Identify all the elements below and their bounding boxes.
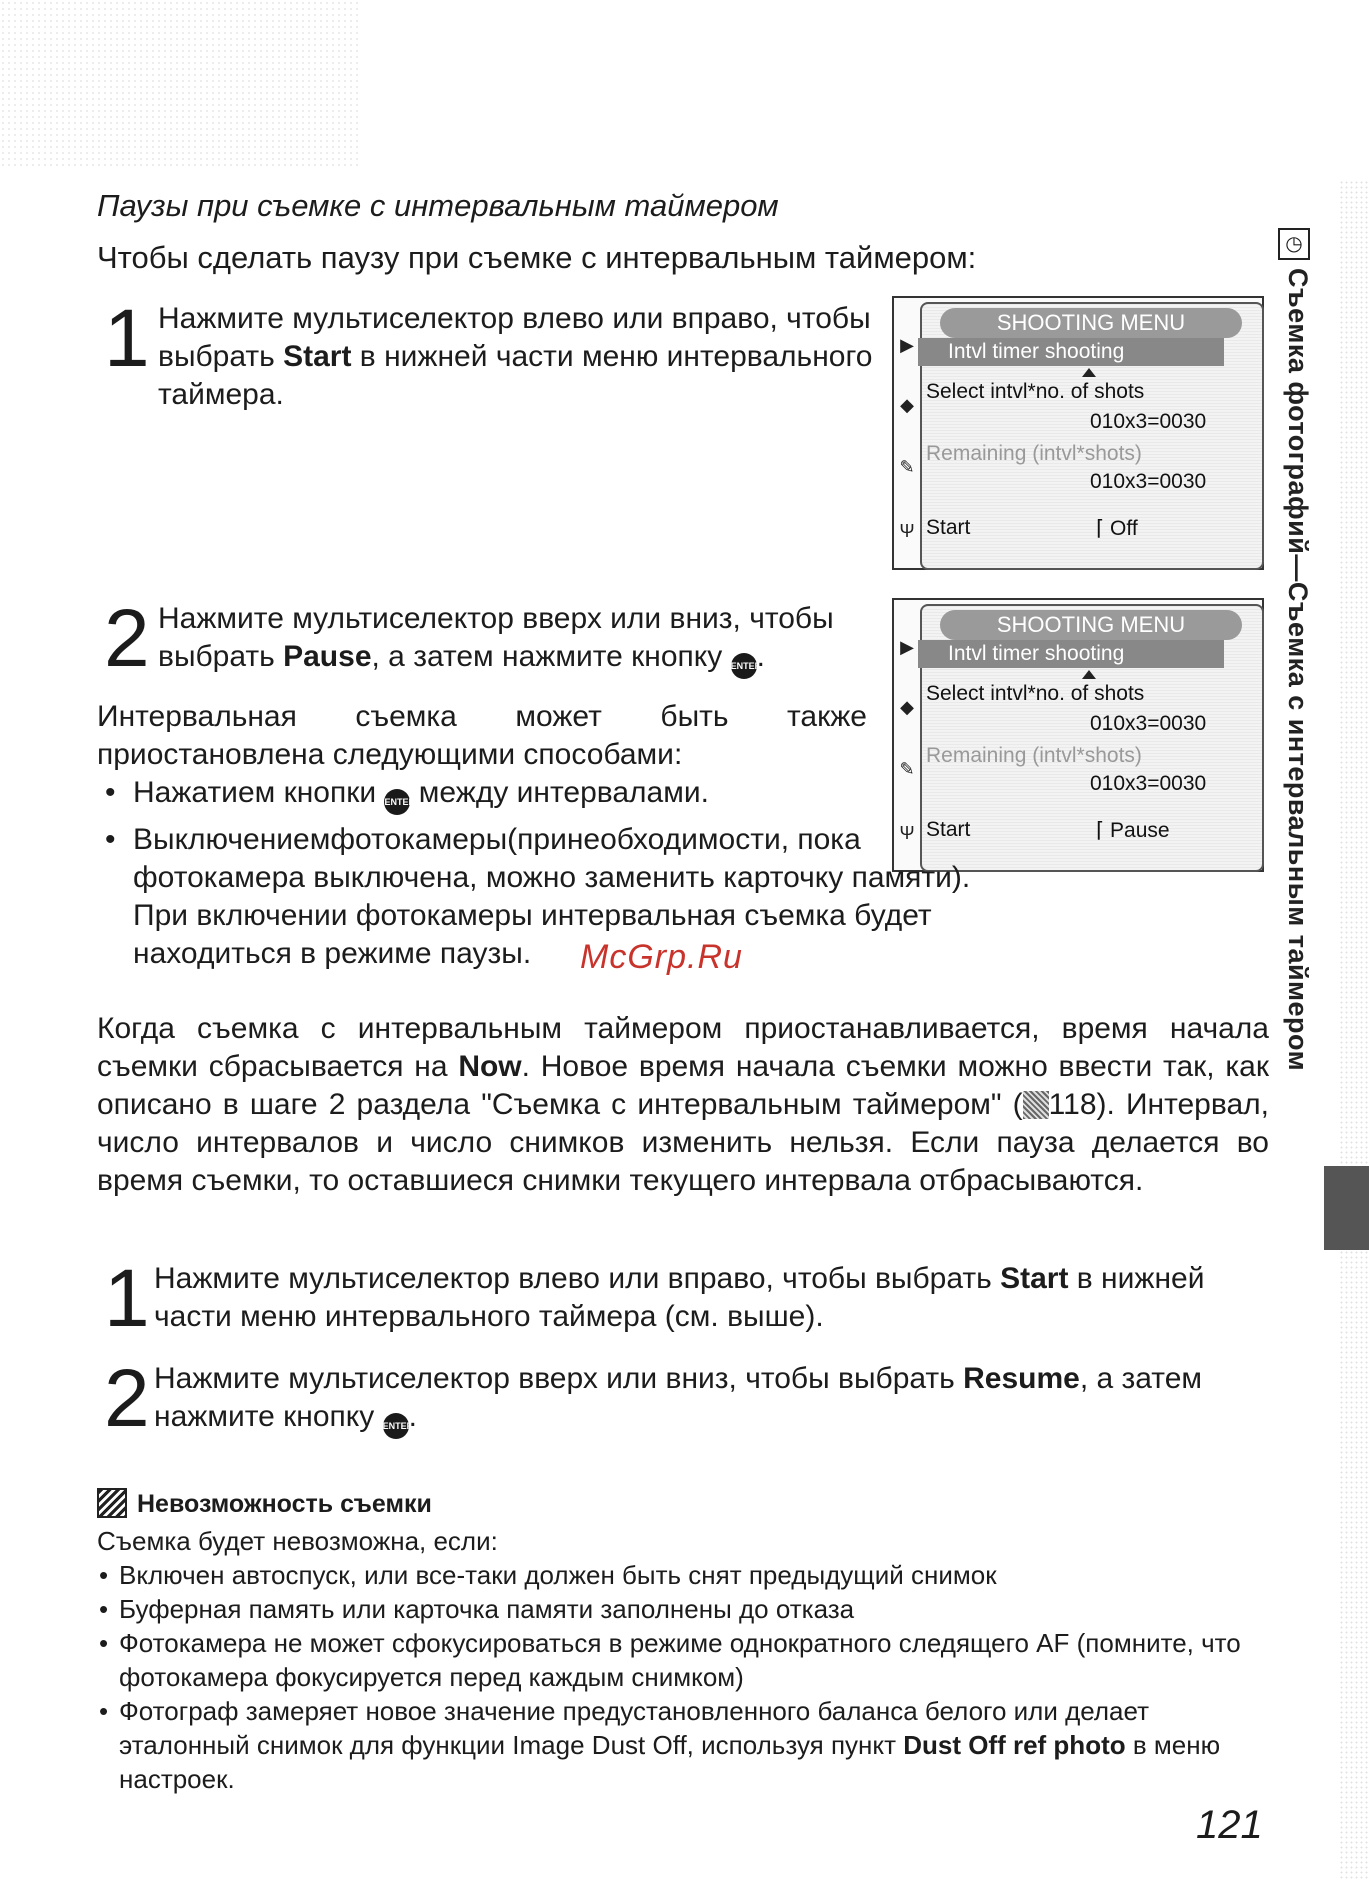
pencil-icon: ✎ (899, 457, 915, 477)
step-text-part: . (408, 1400, 417, 1433)
remaining-value: 010x3=0030 (1090, 772, 1207, 795)
menu-term: Start (1000, 1262, 1069, 1295)
chapter-side-tab: Съемка фотографий—Съемка с интервальным таймером (1283, 268, 1313, 1072)
playback-icon: ▶ (900, 335, 914, 355)
list-item: • Буферная память или карточка памяти заполнены до отказа (97, 1592, 1267, 1626)
enter-button-icon: ENTER (731, 653, 757, 679)
select-label: Select intvl*no. of shots (926, 682, 1145, 705)
shooting-mode-icon: ◷ (1278, 228, 1310, 260)
step-number: 2 (104, 1353, 150, 1444)
note-title (97, 1488, 432, 1519)
step-number: 1 (104, 1253, 150, 1344)
page-reference: 118 (1048, 1088, 1097, 1121)
menu-term: Dust Off ref photo (903, 1730, 1126, 1760)
camera-icon: ◆ (900, 697, 914, 717)
step-text (158, 600, 878, 679)
step-text (154, 1260, 1269, 1336)
start-label: Start (926, 818, 971, 841)
menu-header: SHOOTING MENU (940, 308, 1242, 338)
menu-subheader: Intvl timer shooting (918, 338, 1224, 366)
scan-noise (0, 0, 360, 170)
list-item-text: между интервалами. (410, 776, 709, 809)
step-text-part: Нажмите мультиселектор вверх или вниз, чтобы выбрать (158, 602, 834, 673)
up-arrow-icon (1082, 670, 1096, 679)
select-value: 010x3=0030 (1090, 712, 1207, 735)
start-value: ⌈ Off (1096, 517, 1138, 540)
step-text-part: Нажмите мультиселектор вверх или вниз, чтобы выбрать (154, 1362, 964, 1395)
page-number: 121 (1196, 1803, 1263, 1847)
select-value: 010x3=0030 (1090, 410, 1207, 433)
start-value-text: Off (1110, 517, 1138, 540)
start-label: Start (926, 516, 971, 539)
step-text-part: , а затем нажмите кнопку (154, 1362, 1203, 1433)
resume-paragraph (97, 1010, 1269, 1200)
wrench-icon: Ψ (899, 823, 915, 843)
list-item: • Включен автоспуск, или все-таки должен быть снят предыдущий снимок (97, 1558, 1267, 1592)
list-item-text: в меню настроек. (119, 1730, 1221, 1794)
watermark: McGrp.Ru (580, 938, 743, 976)
step-text (154, 1360, 1269, 1439)
menu-tabs (894, 298, 920, 568)
menu-term: Start (283, 340, 352, 373)
list-item: • Выключениемфотокамеры(принеобходимости, пока фотокамера выключена, можно заменить карточку памяти). При включении фотокамеры интервальная съемка будет находиться в режиме паузы. (97, 821, 1013, 973)
menu-term: Pause (283, 640, 372, 673)
step-text-part: , а затем нажмите кнопку (371, 640, 723, 673)
pencil-icon: ✎ (899, 759, 915, 779)
note-title-text: Невозможность съемки (137, 1490, 432, 1518)
enter-button-icon: ENTER (384, 789, 410, 815)
list-item (97, 774, 867, 815)
camera-icon: ◆ (900, 395, 914, 415)
note-pencil-icon (97, 1488, 127, 1518)
list-item (97, 1694, 1267, 1796)
step-text-part: в нижней части меню интервального таймера (см. выше). (154, 1262, 1205, 1333)
menu-subheader: Intvl timer shooting (918, 640, 1224, 668)
list-item-text: Фотограф замеряет новое значение предустановленного баланса белого или делает эталонный снимок для функции Image Dust Off, используя пункт (119, 1696, 1149, 1760)
page-reference-icon (1023, 1091, 1049, 1119)
paragraph-text: Когда съемка с интервальным таймером приостанавливается, время начала съемки сбрасывается на (97, 1012, 1269, 1083)
remaining-value: 010x3=0030 (1090, 470, 1207, 493)
start-value-text: Pause (1110, 819, 1170, 842)
select-label: Select intvl*no. of shots (926, 380, 1145, 403)
section-title: Паузы при съемке с интервальным таймером (97, 188, 779, 223)
enter-button-icon: ENTER (383, 1413, 409, 1439)
note-list (97, 1558, 1267, 1796)
step-number: 2 (104, 593, 150, 684)
also-text: Интервальная съемка может быть также приостановлена следующими способами: (97, 700, 867, 771)
step-number: 1 (104, 293, 150, 384)
menu-header: SHOOTING MENU (940, 610, 1242, 640)
note-lead: Съемка будет невозможна, если: (97, 1526, 498, 1556)
menu-term: Now (458, 1050, 522, 1083)
playback-icon: ▶ (900, 637, 914, 657)
list-item: • Фотокамера не может сфокусироваться в режиме однократного следящего AF (помните, что фотокамера фокусируется перед каждым снимком) (97, 1626, 1267, 1694)
up-arrow-icon (1082, 368, 1096, 377)
remaining-label: Remaining (intvl*shots) (926, 442, 1142, 465)
step-text-part: Нажмите мультиселектор влево или вправо, чтобы выбрать (158, 302, 871, 373)
list-item-text: Нажатием кнопки (133, 776, 385, 809)
step-text-part: . (756, 640, 765, 673)
start-value: ⌈ Pause (1096, 819, 1170, 842)
step-text-part: Нажмите мультиселектор влево или вправо, чтобы выбрать (154, 1262, 1001, 1295)
step-text (158, 300, 878, 414)
paragraph-text: ). Интервал, число интервалов и число снимков изменить нельзя. Если пауза делается во время съемки, то оставшиеся снимки текущего интервала отбрасываются. (97, 1088, 1269, 1197)
scan-noise-side (1339, 180, 1369, 1880)
paragraph-text: . Новое время начала съемки можно ввести так, как описано в шаге 2 раздела "Съемка с интервальным таймером" ( (97, 1050, 1269, 1121)
intro-text: Чтобы сделать паузу при съемке с интервальным таймером: (97, 240, 977, 275)
step-text-part: в нижней части меню интервального таймера. (158, 340, 873, 411)
lcd-display (920, 302, 1264, 570)
menu-term: Resume (963, 1362, 1080, 1395)
remaining-label: Remaining (intvl*shots) (926, 744, 1142, 767)
wrench-icon: Ψ (899, 521, 915, 541)
lcd-screen (892, 296, 1264, 570)
chapter-marker (1324, 1166, 1369, 1250)
note-body (97, 1524, 1267, 1796)
